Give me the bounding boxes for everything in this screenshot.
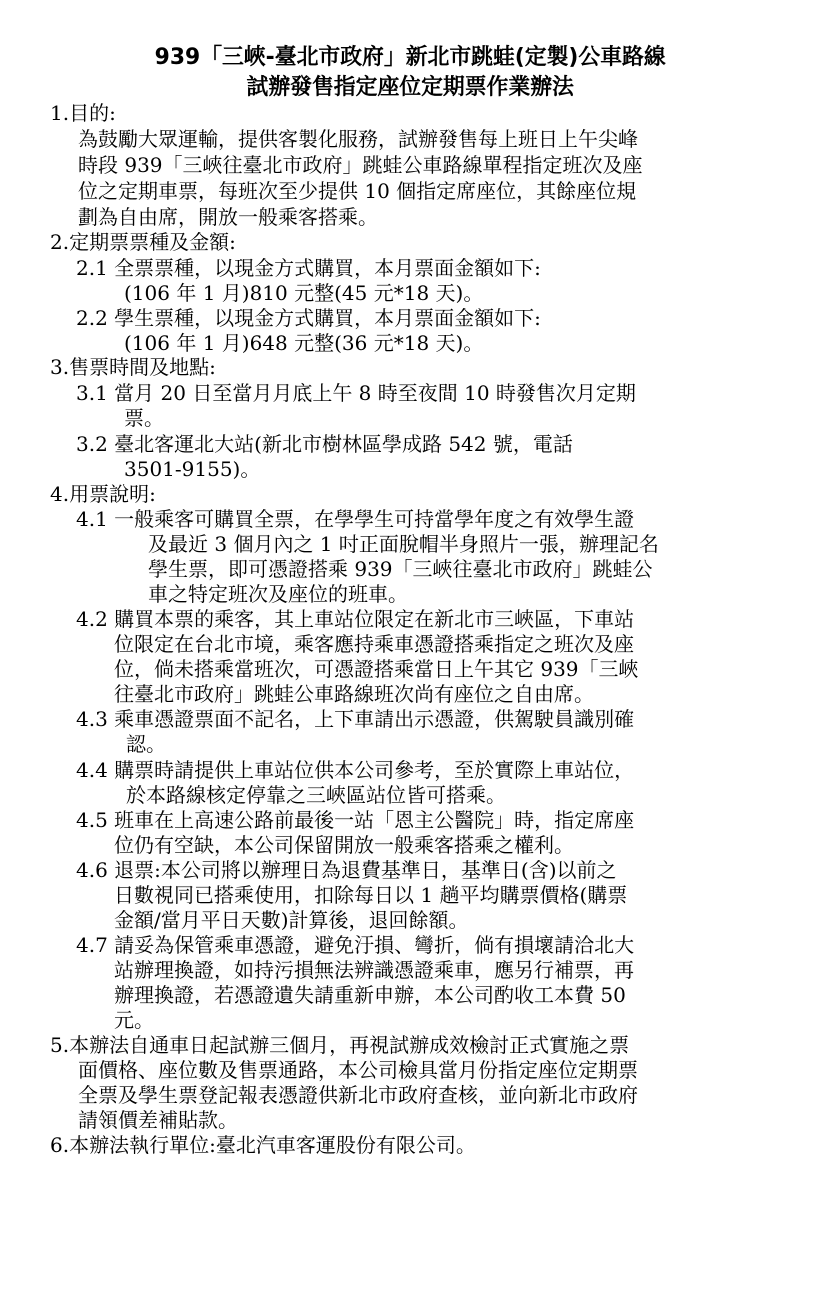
item-4-5-text: 位仍有空缺，本公司保留開放一般乘客搭乘之權利。: [114, 833, 574, 857]
section-5-text: 面價格、座位數及售票通路，本公司檢具當月份指定座位定期票: [78, 1058, 638, 1082]
item-4-1-text: 車之特定班次及座位的班車。: [148, 582, 408, 606]
item-2-2-text: 2.2 學生票種，以現金方式購買，本月票面金額如下:: [76, 306, 541, 330]
section-2-heading: 2.定期票票種及金額:: [50, 230, 236, 254]
document-title-line-1: 939「三峽-臺北市政府」新北市跳蛙(定製)公車路線: [154, 45, 666, 70]
section-3-heading: 3.售票時間及地點:: [50, 355, 216, 379]
item-4-1-text: 學生票，即可憑證搭乘 939「三峽往臺北市政府」跳蛙公: [148, 557, 653, 581]
item-3-1-text: 3.1 當月 20 日至當月月底上午 8 時至夜間 10 時發售次月定期: [76, 381, 636, 405]
item-4-6-text: 日數視同已搭乘使用，扣除每日以 1 趟平均購票價格(購票: [114, 883, 628, 907]
item-4-7-text: 4.7 請妥為保管乘車憑證，避免汙損、彎折，倘有損壞請洽北大: [76, 933, 635, 957]
item-4-1-text: 4.1 一般乘客可購買全票，在學學生可持當學年度之有效學生證: [76, 507, 635, 531]
item-4-3-text: 4.3 乘車憑證票面不記名，上下車請出示憑證，供駕駛員識別確: [76, 707, 635, 731]
item-4-7-text: 站辦理換證，如持污損無法辨識憑證乘車，應另行補票，再: [114, 958, 634, 982]
item-4-7-text: 辦理換證，若憑證遺失請重新申辦，本公司酌收工本費 50: [114, 983, 626, 1007]
item-2-1-amount: (106 年 1 月)810 元整(45 元*18 天)。: [124, 281, 484, 305]
section-6-text: 6.本辦法執行單位:臺北汽車客運股份有限公司。: [50, 1133, 476, 1157]
item-4-5-text: 4.5 班車在上高速公路前最後一站「恩主公醫院」時，指定席座: [76, 808, 635, 832]
item-4-3-text: 認。: [126, 732, 166, 756]
section-1-text-line: 為鼓勵大眾運輸，提供客製化服務，試辦發售每上班日上午尖峰: [78, 127, 638, 151]
item-3-2-text: 3.2 臺北客運北大站(新北市樹林區學成路 542 號，電話: [76, 432, 573, 456]
document-title-line-2: 試辦發售指定座位定期票作業辦法: [246, 75, 574, 100]
section-5-text: 全票及學生票登記報表憑證供新北市政府查核，並向新北市政府: [78, 1083, 638, 1107]
section-4-heading: 4.用票說明:: [50, 482, 156, 506]
section-1-heading: 1.目的:: [50, 101, 116, 125]
item-4-2-text: 4.2 購買本票的乘客，其上車站位限定在新北市三峽區，下車站: [76, 607, 635, 631]
item-4-2-text: 位，倘未搭乘當班次，可憑證搭乘當日上午其它 939「三峽: [114, 657, 639, 681]
item-4-6-text: 金額/當月平日天數)計算後，退回餘額。: [114, 908, 469, 932]
item-4-4-text: 於本路線核定停靠之三峽區站位皆可搭乘。: [126, 783, 506, 807]
section-1-text-line: 時段 939「三峽往臺北市政府」跳蛙公車路線單程指定班次及座: [78, 153, 643, 177]
section-1-text-line: 位之定期車票，每班次至少提供 10 個指定席座位，其餘座位規: [78, 179, 637, 203]
section-5-text: 請領價差補貼款。: [78, 1108, 238, 1132]
item-4-6-text: 4.6 退票:本公司將以辦理日為退費基準日，基準日(含)以前之: [76, 858, 617, 882]
item-3-1-text: 票。: [124, 406, 164, 430]
item-3-2-text: 3501-9155)。: [124, 457, 261, 481]
item-2-2-amount: (106 年 1 月)648 元整(36 元*18 天)。: [124, 331, 484, 355]
item-4-4-text: 4.4 購票時請提供上車站位供本公司參考，至於實際上車站位，: [76, 758, 635, 782]
item-4-2-text: 往臺北市政府」跳蛙公車路線班次尚有座位之自由席。: [114, 682, 594, 706]
item-4-2-text: 位限定在台北市境，乘客應持乘車憑證搭乘指定之班次及座: [114, 632, 634, 656]
item-2-1-text: 2.1 全票票種，以現金方式購買，本月票面金額如下:: [76, 256, 541, 280]
item-4-7-text: 元。: [114, 1008, 154, 1032]
section-1-text-line: 劃為自由席，開放一般乘客搭乘。: [78, 205, 378, 229]
item-4-1-text: 及最近 3 個月內之 1 吋正面脫帽半身照片一張，辦理記名: [148, 532, 659, 556]
section-5-text: 5.本辦法自通車日起試辦三個月，再視試辦成效檢討正式實施之票: [50, 1033, 630, 1057]
